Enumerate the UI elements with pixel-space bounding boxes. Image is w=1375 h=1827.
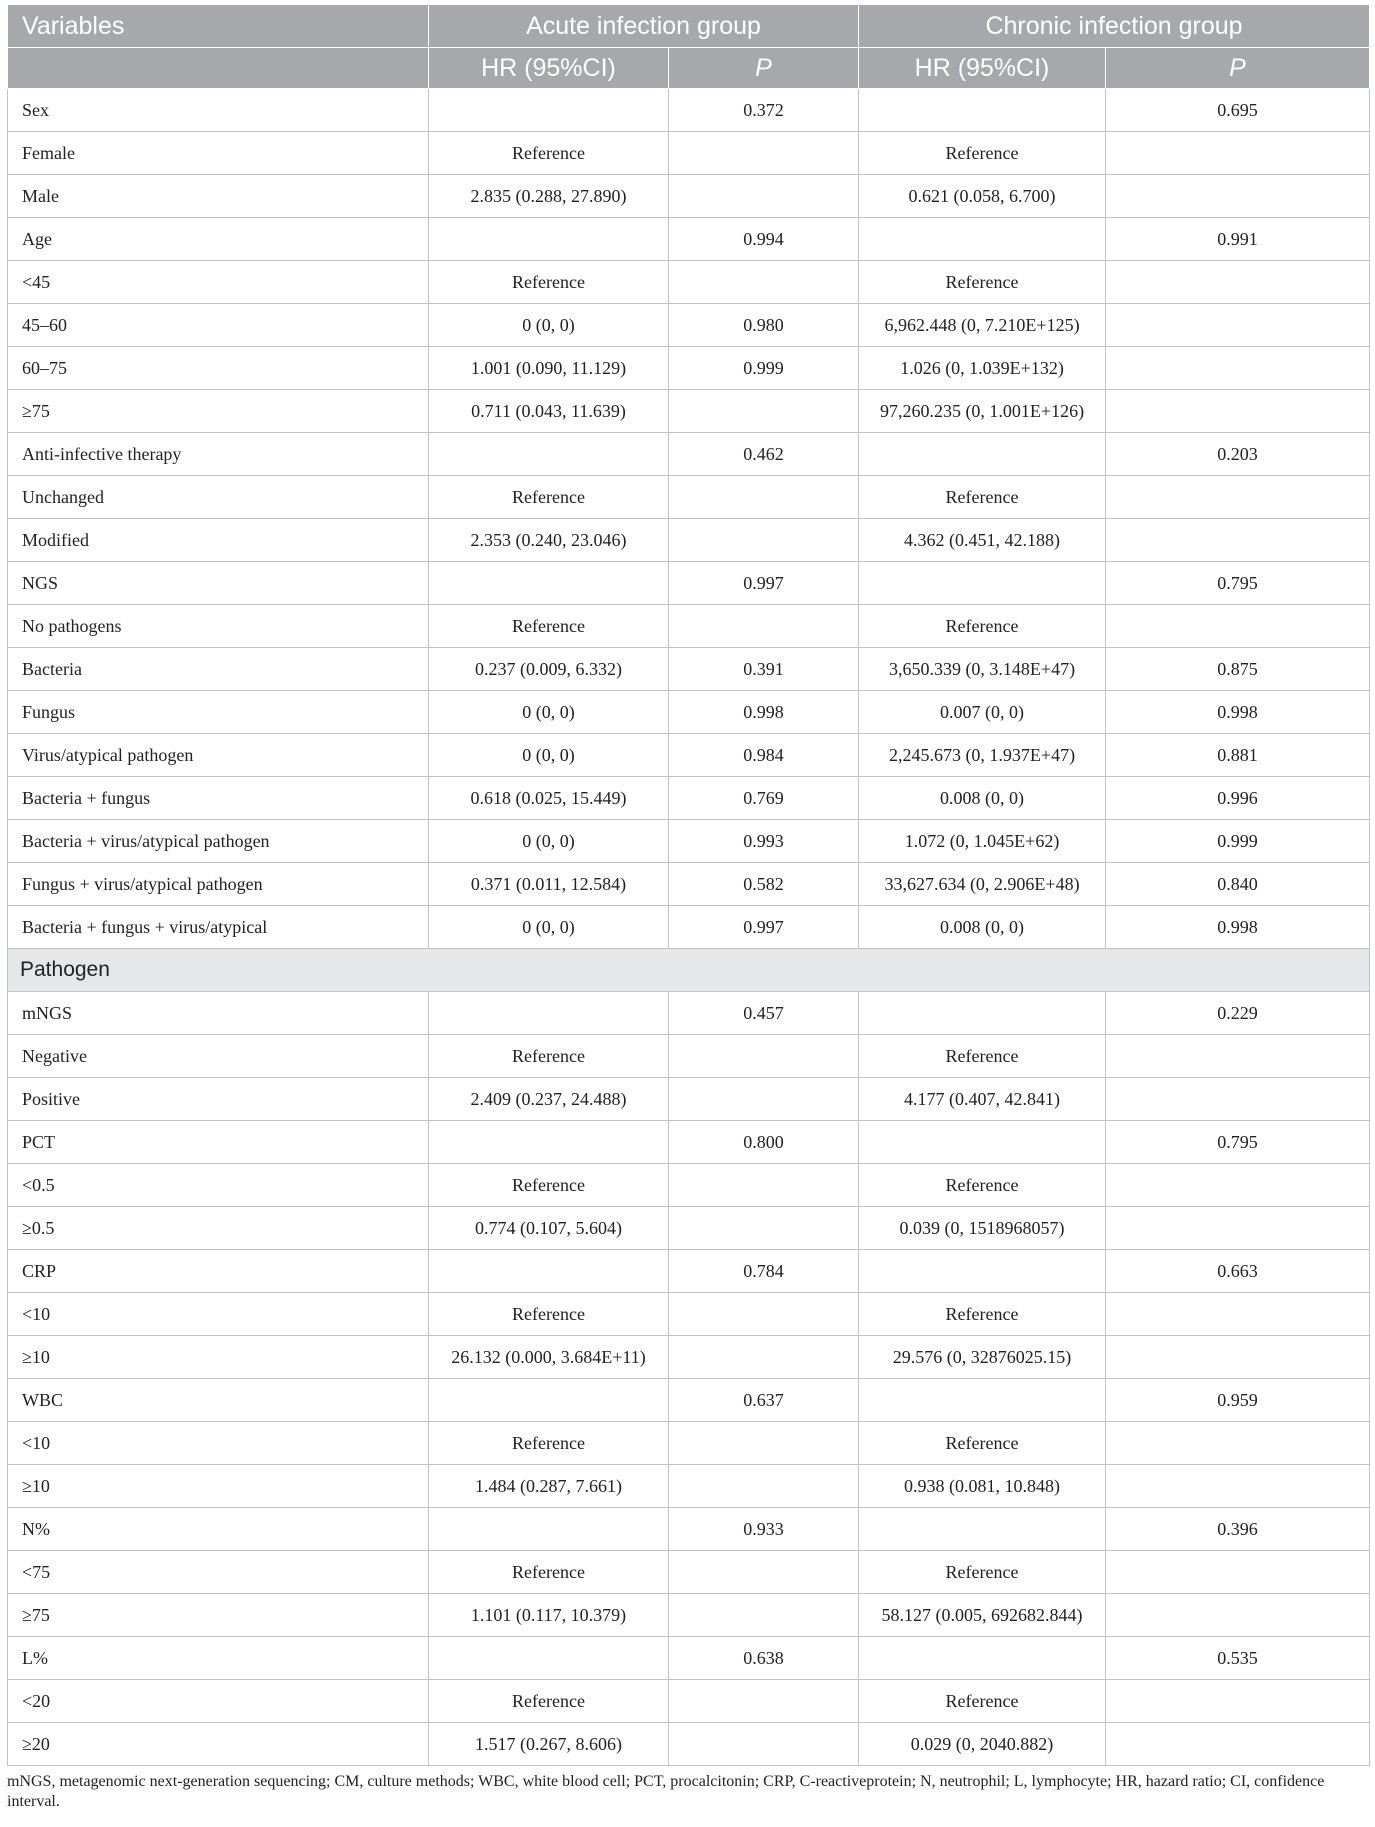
chronic-hr-cell <box>859 992 1106 1035</box>
variable-cell: Unchanged <box>8 476 429 519</box>
chronic-p-cell: 0.535 <box>1106 1637 1370 1680</box>
variable-cell: Fungus + virus/atypical pathogen <box>8 863 429 906</box>
variable-cell: Bacteria + fungus + virus/atypical <box>8 906 429 949</box>
chronic-p-cell <box>1106 1551 1370 1594</box>
acute-hr-cell <box>429 89 669 132</box>
chronic-p-cell <box>1106 1422 1370 1465</box>
acute-hr-cell: 1.001 (0.090, 11.129) <box>429 347 669 390</box>
acute-p-cell: 0.582 <box>669 863 859 906</box>
variable-cell: <10 <box>8 1422 429 1465</box>
variable-cell: <45 <box>8 261 429 304</box>
table-row <box>8 777 1370 820</box>
table-row <box>8 1164 1370 1207</box>
table-row <box>8 1551 1370 1594</box>
header-variables: Variables <box>8 5 429 48</box>
acute-hr-cell <box>429 1508 669 1551</box>
chronic-p-cell <box>1106 1336 1370 1379</box>
section-row-pathogen <box>8 949 1370 992</box>
table-row <box>8 562 1370 605</box>
chronic-hr-cell: Reference <box>859 1164 1106 1207</box>
table-body-part2 <box>8 992 1370 1766</box>
acute-p-cell: 0.784 <box>669 1250 859 1293</box>
acute-hr-cell: 0.711 (0.043, 11.639) <box>429 390 669 433</box>
table-row <box>8 1078 1370 1121</box>
table-row <box>8 261 1370 304</box>
chronic-p-cell <box>1106 304 1370 347</box>
table-row <box>8 218 1370 261</box>
chronic-p-cell: 0.396 <box>1106 1508 1370 1551</box>
chronic-hr-cell: 0.008 (0, 0) <box>859 906 1106 949</box>
chronic-hr-cell: 2,245.673 (0, 1.937E+47) <box>859 734 1106 777</box>
chronic-hr-cell: 33,627.634 (0, 2.906E+48) <box>859 863 1106 906</box>
chronic-p-cell: 0.875 <box>1106 648 1370 691</box>
acute-p-cell: 0.769 <box>669 777 859 820</box>
chronic-p-cell <box>1106 261 1370 304</box>
acute-hr-cell <box>429 562 669 605</box>
variable-cell: Positive <box>8 1078 429 1121</box>
chronic-p-cell: 0.203 <box>1106 433 1370 476</box>
acute-hr-cell <box>429 1250 669 1293</box>
table-row <box>8 820 1370 863</box>
table-row <box>8 1508 1370 1551</box>
chronic-hr-cell <box>859 1379 1106 1422</box>
acute-hr-cell <box>429 992 669 1035</box>
acute-hr-cell: Reference <box>429 1164 669 1207</box>
acute-p-cell: 0.980 <box>669 304 859 347</box>
acute-p-cell <box>669 1078 859 1121</box>
acute-hr-cell: 0 (0, 0) <box>429 304 669 347</box>
variable-cell: ≥20 <box>8 1723 429 1766</box>
section-row-group <box>8 949 1370 992</box>
acute-hr-cell <box>429 1637 669 1680</box>
acute-hr-cell: 2.353 (0.240, 23.046) <box>429 519 669 562</box>
table-row <box>8 1723 1370 1766</box>
table-row <box>8 304 1370 347</box>
acute-p-cell <box>669 1336 859 1379</box>
chronic-p-cell: 0.959 <box>1106 1379 1370 1422</box>
acute-hr-cell: Reference <box>429 261 669 304</box>
table-row <box>8 1336 1370 1379</box>
table-row <box>8 648 1370 691</box>
chronic-p-cell: 0.229 <box>1106 992 1370 1035</box>
chronic-hr-cell: 0.007 (0, 0) <box>859 691 1106 734</box>
acute-p-cell <box>669 1594 859 1637</box>
acute-p-cell <box>669 390 859 433</box>
table-row <box>8 347 1370 390</box>
acute-hr-cell: 0 (0, 0) <box>429 906 669 949</box>
chronic-p-cell <box>1106 1465 1370 1508</box>
table-body-part1 <box>8 89 1370 949</box>
acute-hr-cell: 1.484 (0.287, 7.661) <box>429 1465 669 1508</box>
chronic-hr-cell <box>859 562 1106 605</box>
chronic-hr-cell <box>859 1637 1106 1680</box>
table-row <box>8 519 1370 562</box>
variable-cell: Sex <box>8 89 429 132</box>
acute-hr-cell: Reference <box>429 1422 669 1465</box>
variable-cell: NGS <box>8 562 429 605</box>
header-acute-p: P <box>669 48 859 89</box>
acute-p-cell: 0.998 <box>669 691 859 734</box>
chronic-p-cell: 0.663 <box>1106 1250 1370 1293</box>
table-row <box>8 1680 1370 1723</box>
chronic-p-cell: 0.996 <box>1106 777 1370 820</box>
chronic-hr-cell: 1.026 (0, 1.039E+132) <box>859 347 1106 390</box>
chronic-hr-cell: 97,260.235 (0, 1.001E+126) <box>859 390 1106 433</box>
chronic-p-cell: 0.795 <box>1106 1121 1370 1164</box>
acute-p-cell <box>669 1551 859 1594</box>
acute-hr-cell: Reference <box>429 1680 669 1723</box>
table-row <box>8 390 1370 433</box>
acute-hr-cell: 0 (0, 0) <box>429 734 669 777</box>
chronic-p-cell <box>1106 1594 1370 1637</box>
chronic-hr-cell: Reference <box>859 132 1106 175</box>
chronic-hr-cell <box>859 1508 1106 1551</box>
acute-p-cell <box>669 1207 859 1250</box>
chronic-hr-cell: 3,650.339 (0, 3.148E+47) <box>859 648 1106 691</box>
chronic-p-cell: 0.998 <box>1106 691 1370 734</box>
chronic-hr-cell: 4.362 (0.451, 42.188) <box>859 519 1106 562</box>
chronic-p-cell <box>1106 1293 1370 1336</box>
chronic-p-cell: 0.999 <box>1106 820 1370 863</box>
table-row <box>8 1594 1370 1637</box>
acute-p-cell: 0.391 <box>669 648 859 691</box>
chronic-hr-cell: 58.127 (0.005, 692682.844) <box>859 1594 1106 1637</box>
variable-cell: ≥10 <box>8 1336 429 1379</box>
chronic-p-cell <box>1106 132 1370 175</box>
table-row <box>8 1207 1370 1250</box>
variable-cell: N% <box>8 1508 429 1551</box>
table-row <box>8 691 1370 734</box>
table-row <box>8 1637 1370 1680</box>
chronic-p-cell: 0.795 <box>1106 562 1370 605</box>
table-row <box>8 433 1370 476</box>
variable-cell: Anti-infective therapy <box>8 433 429 476</box>
chronic-p-cell <box>1106 1035 1370 1078</box>
variable-cell: No pathogens <box>8 605 429 648</box>
acute-p-cell: 0.997 <box>669 906 859 949</box>
acute-p-cell: 0.984 <box>669 734 859 777</box>
table-row <box>8 1121 1370 1164</box>
table-row <box>8 906 1370 949</box>
table-row <box>8 132 1370 175</box>
variable-cell: Virus/atypical pathogen <box>8 734 429 777</box>
chronic-p-cell <box>1106 519 1370 562</box>
acute-p-cell <box>669 1164 859 1207</box>
acute-p-cell <box>669 1465 859 1508</box>
acute-hr-cell: 0 (0, 0) <box>429 691 669 734</box>
chronic-hr-cell: 0.008 (0, 0) <box>859 777 1106 820</box>
chronic-p-cell <box>1106 390 1370 433</box>
variable-cell: Bacteria + virus/atypical pathogen <box>8 820 429 863</box>
chronic-hr-cell <box>859 1250 1106 1293</box>
variable-cell: <0.5 <box>8 1164 429 1207</box>
acute-p-cell: 0.993 <box>669 820 859 863</box>
chronic-p-cell <box>1106 1207 1370 1250</box>
acute-hr-cell: 1.101 (0.117, 10.379) <box>429 1594 669 1637</box>
variable-cell: ≥75 <box>8 390 429 433</box>
chronic-hr-cell: Reference <box>859 1551 1106 1594</box>
variable-cell: Negative <box>8 1035 429 1078</box>
acute-p-cell <box>669 1422 859 1465</box>
hazard-ratio-table <box>7 4 1370 1766</box>
chronic-hr-cell: 0.621 (0.058, 6.700) <box>859 175 1106 218</box>
table-page <box>7 4 1369 1812</box>
acute-hr-cell: 0.371 (0.011, 12.584) <box>429 863 669 906</box>
chronic-hr-cell: 4.177 (0.407, 42.841) <box>859 1078 1106 1121</box>
variable-cell: PCT <box>8 1121 429 1164</box>
table-row <box>8 476 1370 519</box>
acute-p-cell: 0.638 <box>669 1637 859 1680</box>
header-chronic-p: P <box>1106 48 1370 89</box>
acute-p-cell: 0.372 <box>669 89 859 132</box>
chronic-p-cell <box>1106 347 1370 390</box>
acute-p-cell <box>669 132 859 175</box>
table-row <box>8 734 1370 777</box>
acute-p-cell <box>669 605 859 648</box>
table-row <box>8 1379 1370 1422</box>
variable-cell: WBC <box>8 1379 429 1422</box>
table-row <box>8 1293 1370 1336</box>
variable-cell: Male <box>8 175 429 218</box>
table-row <box>8 605 1370 648</box>
chronic-hr-cell <box>859 433 1106 476</box>
acute-p-cell: 0.994 <box>669 218 859 261</box>
variable-cell: ≥0.5 <box>8 1207 429 1250</box>
header-acute-hr: HR (95%CI) <box>429 48 669 89</box>
chronic-p-cell: 0.840 <box>1106 863 1370 906</box>
variable-cell: CRP <box>8 1250 429 1293</box>
chronic-hr-cell: 0.029 (0, 2040.882) <box>859 1723 1106 1766</box>
acute-hr-cell: 1.517 (0.267, 8.606) <box>429 1723 669 1766</box>
variable-cell: L% <box>8 1637 429 1680</box>
chronic-hr-cell: 1.072 (0, 1.045E+62) <box>859 820 1106 863</box>
acute-p-cell: 0.462 <box>669 433 859 476</box>
chronic-p-cell <box>1106 1078 1370 1121</box>
section-label: Pathogen <box>8 949 1370 992</box>
acute-hr-cell: Reference <box>429 1035 669 1078</box>
chronic-p-cell <box>1106 1164 1370 1207</box>
chronic-hr-cell: 29.576 (0, 32876025.15) <box>859 1336 1106 1379</box>
variable-cell: Bacteria <box>8 648 429 691</box>
variable-cell: <10 <box>8 1293 429 1336</box>
header-chronic-hr: HR (95%CI) <box>859 48 1106 89</box>
table-row <box>8 1035 1370 1078</box>
variable-cell: Fungus <box>8 691 429 734</box>
acute-p-cell: 0.637 <box>669 1379 859 1422</box>
variable-cell: Female <box>8 132 429 175</box>
acute-p-cell <box>669 261 859 304</box>
acute-hr-cell <box>429 1379 669 1422</box>
chronic-hr-cell <box>859 1121 1106 1164</box>
variable-cell: 45–60 <box>8 304 429 347</box>
acute-hr-cell: Reference <box>429 132 669 175</box>
variable-cell: ≥75 <box>8 1594 429 1637</box>
variable-cell: Modified <box>8 519 429 562</box>
variable-cell: <20 <box>8 1680 429 1723</box>
chronic-hr-cell: 0.938 (0.081, 10.848) <box>859 1465 1106 1508</box>
table-row <box>8 175 1370 218</box>
acute-p-cell: 0.800 <box>669 1121 859 1164</box>
chronic-p-cell <box>1106 605 1370 648</box>
header-acute-group: Acute infection group <box>429 5 859 48</box>
acute-hr-cell <box>429 218 669 261</box>
acute-p-cell: 0.997 <box>669 562 859 605</box>
chronic-p-cell: 0.998 <box>1106 906 1370 949</box>
table-row <box>8 89 1370 132</box>
acute-hr-cell <box>429 1121 669 1164</box>
table-row <box>8 863 1370 906</box>
chronic-hr-cell: Reference <box>859 605 1106 648</box>
acute-hr-cell <box>429 433 669 476</box>
chronic-hr-cell: Reference <box>859 1035 1106 1078</box>
acute-hr-cell: 2.409 (0.237, 24.488) <box>429 1078 669 1121</box>
table-row <box>8 1422 1370 1465</box>
variable-cell: <75 <box>8 1551 429 1594</box>
chronic-hr-cell: 0.039 (0, 1518968057) <box>859 1207 1106 1250</box>
acute-hr-cell: Reference <box>429 1293 669 1336</box>
table-row <box>8 1465 1370 1508</box>
chronic-hr-cell: 6,962.448 (0, 7.210E+125) <box>859 304 1106 347</box>
acute-p-cell <box>669 1293 859 1336</box>
acute-hr-cell: 0.618 (0.025, 15.449) <box>429 777 669 820</box>
chronic-p-cell: 0.991 <box>1106 218 1370 261</box>
acute-hr-cell: Reference <box>429 605 669 648</box>
acute-hr-cell: Reference <box>429 476 669 519</box>
header-chronic-group: Chronic infection group <box>859 5 1370 48</box>
chronic-hr-cell: Reference <box>859 261 1106 304</box>
acute-hr-cell: Reference <box>429 1551 669 1594</box>
table-header <box>8 5 1370 89</box>
acute-p-cell <box>669 476 859 519</box>
acute-p-cell <box>669 519 859 562</box>
chronic-hr-cell: Reference <box>859 1422 1106 1465</box>
chronic-hr-cell: Reference <box>859 1293 1106 1336</box>
acute-hr-cell: 0.237 (0.009, 6.332) <box>429 648 669 691</box>
acute-hr-cell: 2.835 (0.288, 27.890) <box>429 175 669 218</box>
acute-p-cell <box>669 1680 859 1723</box>
acute-p-cell: 0.457 <box>669 992 859 1035</box>
chronic-hr-cell: Reference <box>859 1680 1106 1723</box>
chronic-p-cell <box>1106 476 1370 519</box>
acute-p-cell <box>669 175 859 218</box>
header-blank <box>8 48 429 89</box>
variable-cell: Bacteria + fungus <box>8 777 429 820</box>
chronic-p-cell <box>1106 175 1370 218</box>
variable-cell: mNGS <box>8 992 429 1035</box>
variable-cell: Age <box>8 218 429 261</box>
chronic-hr-cell: Reference <box>859 476 1106 519</box>
chronic-p-cell: 0.881 <box>1106 734 1370 777</box>
acute-p-cell: 0.933 <box>669 1508 859 1551</box>
acute-p-cell <box>669 1035 859 1078</box>
table-footnote: mNGS, metagenomic next-generation sequencing; CM, culture methods; WBC, white blood cell; PCT, procalcitonin; CRP, C-reactiveprotein; N, neutrophil; L, lymphocyte; HR, hazard ratio; CI, confidence interval. <box>7 1773 1325 1810</box>
acute-hr-cell: 0.774 (0.107, 5.604) <box>429 1207 669 1250</box>
chronic-hr-cell <box>859 218 1106 261</box>
acute-p-cell <box>669 1723 859 1766</box>
variable-cell: ≥10 <box>8 1465 429 1508</box>
chronic-p-cell <box>1106 1680 1370 1723</box>
acute-p-cell: 0.999 <box>669 347 859 390</box>
chronic-p-cell: 0.695 <box>1106 89 1370 132</box>
table-row <box>8 1250 1370 1293</box>
table-row <box>8 992 1370 1035</box>
acute-hr-cell: 0 (0, 0) <box>429 820 669 863</box>
chronic-p-cell <box>1106 1723 1370 1766</box>
acute-hr-cell: 26.132 (0.000, 3.684E+11) <box>429 1336 669 1379</box>
chronic-hr-cell <box>859 89 1106 132</box>
variable-cell: 60–75 <box>8 347 429 390</box>
